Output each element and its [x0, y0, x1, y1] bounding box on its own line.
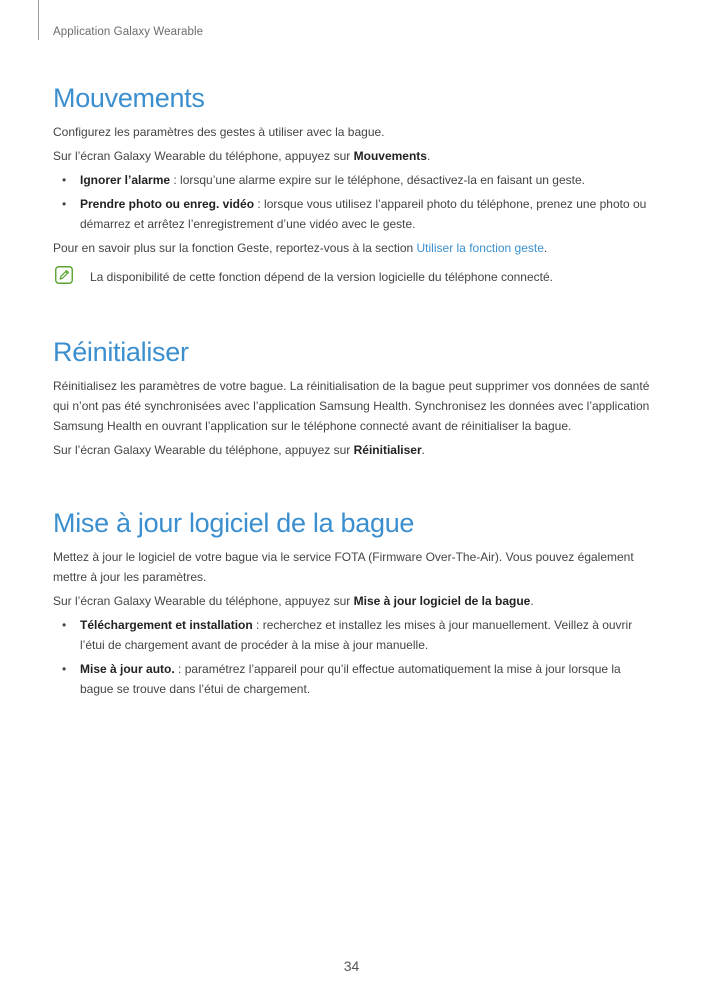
list-item-text: : lorsqu’une alarme expire sur le téléphone, désactivez-la en faisant un geste. — [170, 173, 585, 187]
mouvements-path-bold: Mouvements — [353, 149, 427, 163]
reinitialiser-path-prefix: Sur l’écran Galaxy Wearable du téléphone, appuyez sur — [53, 443, 354, 457]
list-item-term: Mise à jour auto. — [80, 662, 175, 676]
note-box — [53, 267, 653, 287]
list-item: • Ignorer l’alarme : lorsqu’une alarme expire sur le téléphone, désactivez-la en faisant un geste. — [62, 173, 585, 187]
note-icon — [55, 266, 73, 284]
header-divider-line — [38, 0, 39, 40]
mouvements-path-suffix: . — [426, 149, 431, 163]
list-item-text: : paramétrez l’appareil pour qu’il effectue automatiquement la mise à jour lorsque la bague se trouve dans l’étui de chargement. — [80, 662, 621, 696]
list-item-text: : lorsque vous utilisez l’appareil photo du téléphone, prenez une photo ou démarrez et arrêtez l’enregistrement d’une vidéo avec le geste. — [80, 197, 647, 231]
mise-a-jour-path — [53, 591, 653, 611]
section-reinitialiser — [53, 332, 653, 460]
mise-a-jour-body: Mettez à jour le logiciel de votre bague via le service FOTA (Firmware Over-The-Air). Vous pouvez également mettre à jour les paramètres. — [53, 550, 634, 584]
mise-a-jour-path-bold: Mise à jour logiciel de la bague — [353, 594, 531, 608]
mouvements-path — [53, 146, 653, 166]
more-info-prefix: Pour en savoir plus sur la fonction Geste, reportez-vous à la section — [53, 241, 417, 255]
page-number: 34 — [343, 958, 360, 974]
section-mise-a-jour — [53, 503, 653, 699]
section-title-mouvements: Mouvements — [53, 83, 205, 113]
mouvements-more-info — [53, 238, 653, 258]
reinitialiser-path-bold: Réinitialiser — [353, 443, 422, 457]
list-item-term: Prendre photo ou enreg. vidéo — [80, 197, 255, 211]
mise-a-jour-list — [53, 615, 653, 699]
reinitialiser-body: Réinitialisez les paramètres de votre bague. La réinitialisation de la bague peut supprimer vos données de santé qui n’ont pas été synchronisées avec l’application Samsung Health. Synchronisez les données avec l’application Samsung Health en ouvrant l’application sur le téléphone connecté avant de réinitialiser la bague. — [53, 379, 650, 433]
section-title-mise-a-jour: Mise à jour logiciel de la bague — [53, 508, 415, 538]
mise-a-jour-path-suffix: . — [530, 594, 534, 608]
running-header: Application Galaxy Wearable — [53, 26, 204, 38]
list-item: • Prendre photo ou enreg. vidéo : lorsque vous utilisez l’appareil photo du téléphone, prenez une photo ou démarrez et arrêtez l’enregistrement d’une vidéo avec le geste. — [62, 197, 647, 231]
list-item: • Téléchargement et installation : recherchez et installez les mises à jour manuellement. Veillez à ouvrir l’étui de chargement avant de procéder à la mise à jour manuelle. — [62, 618, 633, 652]
mise-a-jour-path-prefix: Sur l’écran Galaxy Wearable du téléphone, appuyez sur — [53, 594, 354, 608]
list-item-term: Ignorer l’alarme — [80, 173, 171, 187]
section-mouvements — [53, 78, 653, 287]
mouvements-path-prefix: Sur l’écran Galaxy Wearable du téléphone, appuyez sur — [53, 149, 354, 163]
list-item-text: : recherchez et installez les mises à jour manuellement. Veillez à ouvrir l’étui de chargement avant de procéder à la mise à jour manuelle. — [80, 618, 633, 652]
reinitialiser-path — [53, 440, 653, 460]
list-item: • Mise à jour auto. : paramétrez l’appareil pour qu’il effectue automatiquement la mise à jour lorsque la bague se trouve dans l’étui de chargement. — [62, 662, 621, 696]
reinitialiser-path-suffix: . — [421, 443, 425, 457]
mouvements-intro: Configurez les paramètres des gestes à utiliser avec la bague. — [53, 125, 385, 139]
section-title-reinitialiser: Réinitialiser — [53, 337, 189, 367]
page-content — [53, 78, 653, 699]
geste-section-link[interactable]: Utiliser la fonction geste — [416, 241, 544, 255]
more-info-suffix: . — [543, 241, 548, 255]
mouvements-list — [53, 170, 653, 234]
list-item-term: Téléchargement et installation — [80, 618, 253, 632]
note-text: La disponibilité de cette fonction dépend de la version logicielle du téléphone connecté. — [90, 270, 553, 284]
